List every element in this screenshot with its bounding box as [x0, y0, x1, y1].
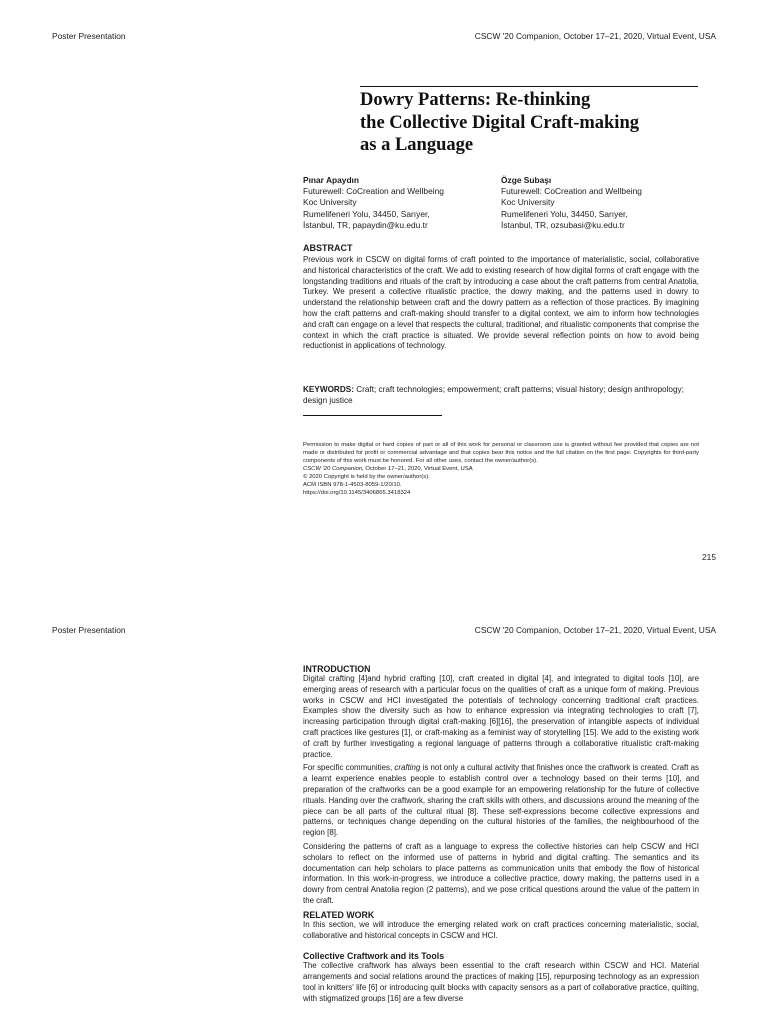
- author-name: Özge Subaşı: [501, 175, 552, 185]
- author-institution: Koc University: [501, 197, 555, 208]
- header-track-label: Poster Presentation: [52, 625, 126, 635]
- title-line-1: Dowry Patterns: Re-thinking: [360, 90, 591, 110]
- author-name: Pınar Apaydın: [303, 175, 359, 185]
- title-rule: [360, 86, 698, 87]
- author-affiliation: Futurewell: CoCreation and Wellbeing: [303, 186, 444, 197]
- paper-title: [360, 89, 705, 157]
- intro-paragraph-1: Digital crafting [4]and hybrid crafting [10], craft created in digital [4], and integrated to digital tools [10], are emerging areas of research with a particular focus on the qualities of craft as a unique form of making. Previous works in CSCW and HCI investigated the potentials of technology concerning traditional craft practices. Examples show the diversity such as how to enhance expression via integrating technologies to craft [7], increasing participation through digital craft-making [6][16], the preservation of intangible aspects of individual craft practices like gestures [1], or craft-making as a feminist way of storytelling [15]. We add to the existing work of craft by further investigating a regional language of patterns through a collaborative ritualistic craft-making practice.: [303, 674, 699, 759]
- header-venue: CSCW '20 Companion, October 17–21, 2020, Virtual Event, USA: [474, 31, 716, 41]
- keywords: [303, 384, 699, 406]
- author-affiliation: Futurewell: CoCreation and Wellbeing: [501, 186, 642, 197]
- venue-line: [303, 465, 699, 473]
- header-track-label: Poster Presentation: [52, 31, 126, 41]
- keywords-label: KEYWORDS:: [303, 385, 354, 394]
- title-line-3: as a Language: [360, 135, 474, 155]
- related-paragraph-1: In this section, we will introduce the emerging related work on craft practices concerning materialistic, social, collaborative and historical concepts in CSCW and HCI.: [303, 919, 699, 940]
- author-block-1: [303, 175, 498, 231]
- paper-page-2: [0, 590, 768, 1024]
- doi-link[interactable]: https://doi.org/10.1145/3406865.3418324: [303, 490, 411, 496]
- isbn-line: ACM ISBN 978-1-4503-8059-1/20/10.: [303, 482, 402, 488]
- author-address: Rumelifeneri Yolu, 34450, Sarıyer,: [303, 208, 430, 219]
- author-block-2: [501, 175, 696, 231]
- page-number: 215: [702, 552, 716, 562]
- venue-rest: October 17–21, 2020, Virtual Event, USA: [363, 466, 473, 472]
- collective-paragraph-1: The collective craftwork has always been essential to the craft research within CSCW and HCI. Material arrangements and social relations around the practices of making [15], repurposing technology as an expression tool in knitters' life [6] or introducing quilt blocks with capacity sensors as a part of collaborative practice, quilting, with stigmatized groups [16] are a few diverse: [303, 961, 699, 1003]
- copyright-line: © 2020 Copyright is held by the owner/author(s).: [303, 474, 430, 480]
- permission-block: [303, 441, 699, 497]
- footnote-rule: [303, 415, 442, 416]
- intro-paragraph-2: [303, 763, 699, 839]
- title-line-2: the Collective Digital Craft-making: [360, 112, 639, 133]
- page-2-body: [303, 662, 699, 1008]
- intro-paragraph-3: Considering the patterns of craft as a language to express the collective histories can help CSCW and HCI scholars to reflect on the informed use of patterns in hybrid and digital crafting. The semantics and its documentation can help scholars to place patterns as communication units that embody the flow of historical information. In this work-in-progress, we introduce a collective practice, dowry making, the patterns used in a dowry from central Anatolia region (2 patterns), and we pose critical questions around the value of the pattern in the craft.: [303, 841, 699, 905]
- abstract-heading: ABSTRACT: [303, 243, 353, 253]
- header-venue: CSCW '20 Companion, October 17–21, 2020, Virtual Event, USA: [474, 625, 716, 635]
- venue-italic: CSCW '20 Companion,: [303, 466, 364, 472]
- collective-craftwork-heading: Collective Craftwork and its Tools: [303, 951, 445, 962]
- author-city-email: İstanbul, TR, papaydin@ku.edu.tr: [303, 219, 428, 230]
- intro-p2-rest: is not only a cultural activity that finishes once the craftwork is created. Craft as a learnt experience enables people to establish control over a technology based on their terms [10], and preparation of the craftworks can be a good example for an empowering relationship for the future of collective rituals. Handing over the craftwork, sharing the craft skills with others, and discussions around the meaning of the piece can be all parts of the cultural ritual [8]. These self-expressions become collective expressions and patterns, or techniques change depending on the cultural histories of the families, the neighbourhood of the region [8].: [303, 763, 699, 838]
- intro-p2-emphasis: crafting: [394, 763, 421, 773]
- abstract-text: Previous work in CSCW on digital forms of craft pointed to the importance of materialistic, social, collaborative and historical characteristics of the craft. We add to existing research of how digital forms of craft engage with the longstanding traditions and rituals of the craft by introducing a case about the craft patterns from central Anatolia, Turkey. We present a collective ritualistic practice, the dowry making, and the patterns used in dowry to understand the relationship between craft and the dowry pattern as a reflection of those practices. By imagining how the craft patterns and craft-making should transfer to a digital context, we aim to inform how technologies and craft can engage on a level that respects the cultural, traditional, and ritualistic components that comprise the context in which the craft practice is situated. We provide several reflection points on how to avoid being reductionist in applications of technology.: [303, 255, 699, 351]
- running-header: [52, 625, 716, 639]
- keywords-text: Craft; craft technologies; empowerment; craft patterns; visual history; design anthropology; design justice: [303, 385, 684, 405]
- running-header: [52, 31, 716, 45]
- permission-text: Permission to make digital or hard copies of part or all of this work for personal or classroom use is granted without fee provided that copies are not made or distributed for profit or commercial advantage and that copies bear this notice and the full citation on the first page. Copyrights for third-party components of this work must be honored. For all other uses, contact the owner/author(s).: [303, 442, 699, 464]
- author-institution: Koc University: [303, 197, 357, 208]
- introduction-heading: INTRODUCTION: [303, 664, 371, 674]
- author-city-email: İstanbul, TR, ozsubasi@ku.edu.tr: [501, 219, 625, 230]
- author-address: Rumelifeneri Yolu, 34450, Sarıyer,: [501, 208, 628, 219]
- intro-p2-start: For specific communities,: [303, 763, 395, 773]
- related-work-heading: RELATED WORK: [303, 909, 375, 920]
